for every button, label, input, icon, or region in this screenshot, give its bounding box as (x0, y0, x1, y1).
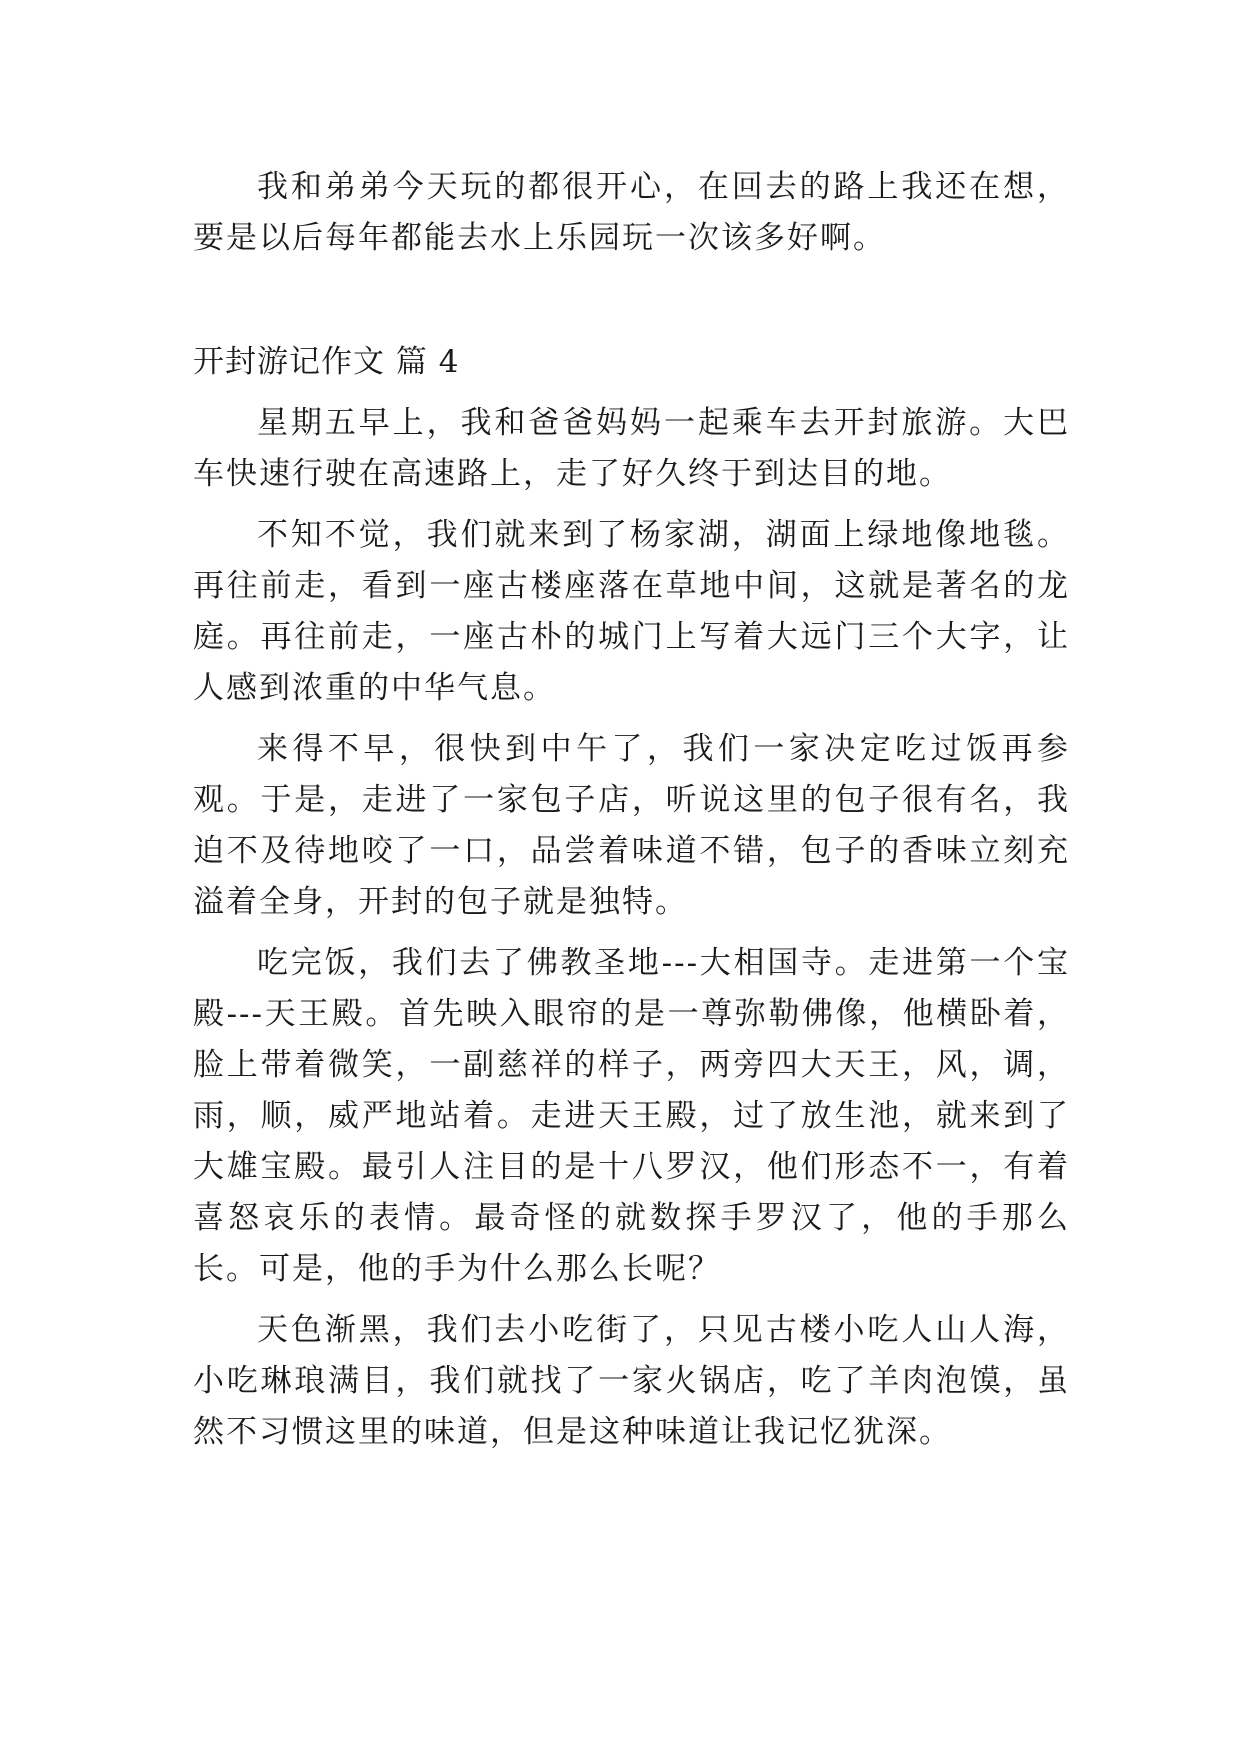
paragraph-4: 吃完饭，我们去了佛教圣地---大相国寺。走进第一个宝殿---天王殿。首先映入眼帘的是一尊弥勒佛像，他横卧着，脸上带着微笑，一副慈祥的样子，两旁四大天王，风，调，雨，顺，威严地站着。走进天王殿，过了放生池，就来到了大雄宝殿。最引人注目的是十八罗汉，他们形态不一，有着喜怒哀乐的表情。最奇怪的就数探手罗汉了，他的手那么长。可是，他的手为什么那么长呢？ (193, 945, 1070, 1287)
document-body (193, 162, 1070, 1468)
paragraph-5: 天色渐黑，我们去小吃街了，只见古楼小吃人山人海，小吃琳琅满目，我们就找了一家火锅店，吃了羊肉泡馍，虽然不习惯这里的味道，但是这种味道让我记忆犹深。 (193, 1312, 1070, 1450)
section-title: 开封游记作文 篇 4 (193, 344, 460, 380)
paragraph-3: 来得不早，很快到中午了，我们一家决定吃过饭再参观。于是，走进了一家包子店，听说这里的包子很有名，我迫不及待地咬了一口，品尝着味道不错，包子的香味立刻充溢着全身，开封的包子就是独特。 (193, 731, 1070, 920)
intro-paragraph: 我和弟弟今天玩的都很开心，在回去的路上我还在想，要是以后每年都能去水上乐园玩一次该多好啊。 (193, 169, 1070, 256)
paragraph-1: 星期五早上，我和爸爸妈妈一起乘车去开封旅游。大巴车快速行驶在高速路上，走了好久终于到达目的地。 (193, 405, 1070, 492)
paragraph-2: 不知不觉，我们就来到了杨家湖，湖面上绿地像地毯。再往前走，看到一座古楼座落在草地中间，这就是著名的龙庭。再往前走，一座古朴的城门上写着大远门三个大字，让人感到浓重的中华气息。 (193, 517, 1070, 706)
